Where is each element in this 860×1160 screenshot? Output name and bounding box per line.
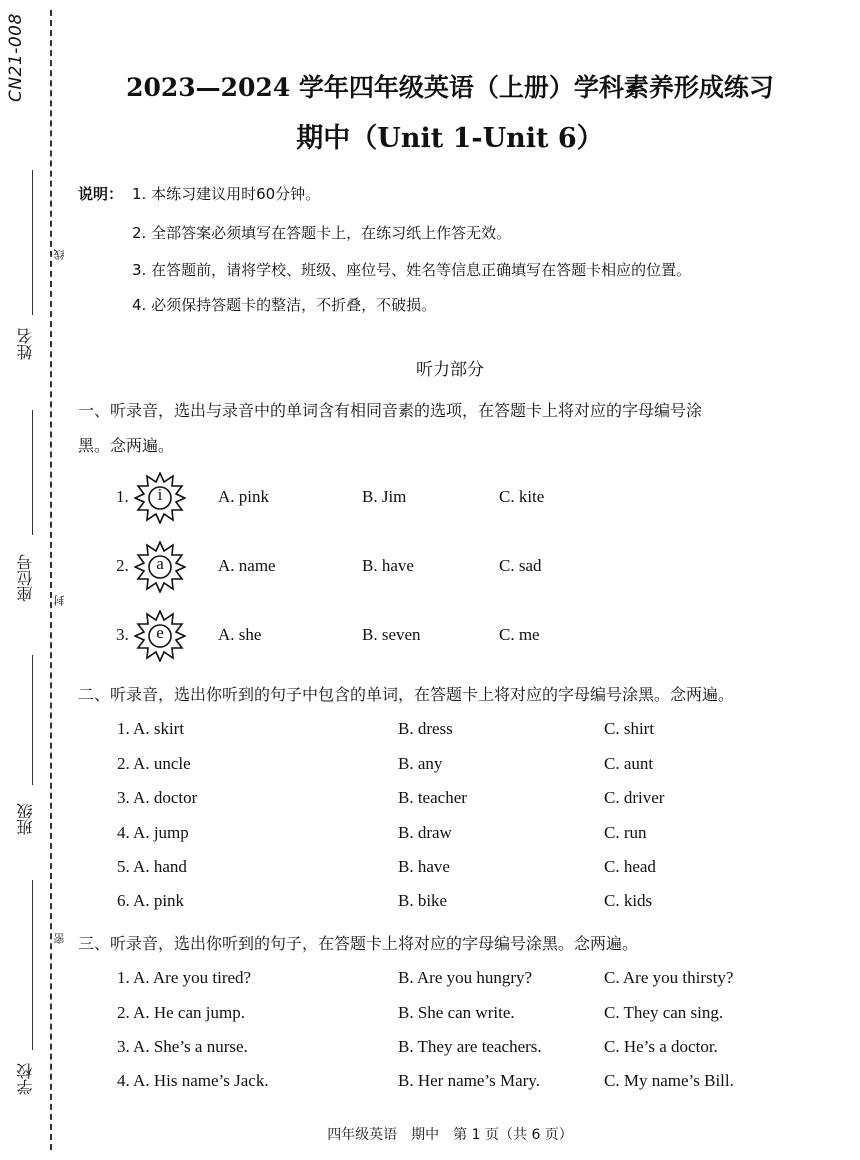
option-b: B. They are teachers. <box>398 1037 542 1056</box>
option-a: 4. A. His name’s Jack. <box>117 1071 269 1090</box>
option-b: B. have <box>398 857 450 876</box>
option-a: A. pink <box>218 487 269 506</box>
name-fill-line <box>32 170 33 315</box>
school-fill-line <box>32 880 33 1050</box>
seat-label: 座位号 <box>16 554 35 602</box>
seal-mark: 封 <box>52 590 66 606</box>
option-b: B. Her name’s Mary. <box>398 1071 540 1090</box>
class-label: 班级 <box>16 803 35 835</box>
option-b: B. Are you hungry? <box>398 968 533 987</box>
part2-title: 二、听录音，选出你听到的句子中包含的单词，在答题卡上将对应的字母编号涂黑。念两遍。 <box>78 685 735 704</box>
option-b: B. dress <box>398 719 453 738</box>
instruction-item: 2. 全部答案必须填写在答题卡上，在练习纸上作答无效。 <box>132 224 512 242</box>
option-c: C. kids <box>604 891 653 910</box>
option-c: C. kite <box>499 487 545 506</box>
option-a: 3. A. She’s a nurse. <box>117 1037 248 1056</box>
option-b: B. She can write. <box>398 1003 515 1022</box>
option-a: 3. A. doctor <box>117 788 198 807</box>
instructions-label: 说明： <box>78 185 124 203</box>
instruction-item: 3. 在答题前，请将学校、班级、座位号、姓名等信息正确填写在答题卡相应的位置。 <box>132 261 692 279</box>
option-a: A. she <box>218 625 262 644</box>
option-b: B. draw <box>398 823 452 842</box>
cut-line-mark: 线 <box>52 244 66 260</box>
page-subtitle: 期中（Unit 1-Unit 6） <box>296 123 604 154</box>
question-number: 2. <box>116 556 129 575</box>
option-a: A. name <box>218 556 276 575</box>
instruction-item: 4. 必须保持答题卡的整洁，不折叠，不破损。 <box>132 296 437 314</box>
option-a: 1. A. Are you tired? <box>117 968 252 987</box>
option-c: C. Are you thirsty? <box>604 968 734 987</box>
part1-title-line1: 一、听录音，选出与录音中的单词含有相同音素的选项，在答题卡上将对应的字母编号涂 <box>78 401 703 420</box>
school-label: 学校 <box>16 1063 35 1095</box>
option-b: B. have <box>362 556 414 575</box>
section-title: 听力部分 <box>416 360 484 380</box>
option-c: C. head <box>604 857 656 876</box>
option-b: B. bike <box>398 891 448 910</box>
option-b: B. teacher <box>398 788 467 807</box>
option-c: C. They can sing. <box>604 1003 724 1022</box>
option-b: B. seven <box>362 625 421 644</box>
option-c: C. driver <box>604 788 665 807</box>
option-c: C. shirt <box>604 719 655 738</box>
option-a: 6. A. pink <box>117 891 185 910</box>
option-c: C. My name’s Bill. <box>604 1071 734 1090</box>
option-c: C. me <box>499 625 540 644</box>
question-number: 3. <box>116 625 129 644</box>
sealed-mark: 密 <box>52 928 66 944</box>
class-fill-line <box>32 655 33 785</box>
option-b: B. Jim <box>362 487 407 506</box>
paper-code: CN21-008 <box>6 13 26 102</box>
option-a: 2. A. uncle <box>117 754 191 773</box>
name-label: 姓名 <box>16 328 35 360</box>
option-a: 2. A. He can jump. <box>117 1003 245 1022</box>
phoneme-letter: a <box>156 554 164 573</box>
option-c: C. sad <box>499 556 542 575</box>
option-c: C. aunt <box>604 754 654 773</box>
seat-fill-line <box>32 410 33 535</box>
option-a: 4. A. jump <box>117 823 189 842</box>
phoneme-letter: e <box>156 623 164 642</box>
option-a: 5. A. hand <box>117 857 187 876</box>
page-title: 2023—2024 学年四年级英语（上册）学科素养形成练习 <box>126 73 774 102</box>
question-number: 1. <box>116 487 129 506</box>
part1-title-line2: 黑。念两遍。 <box>78 436 175 455</box>
page-footer: 四年级英语 期中 第 1 页（共 6 页） <box>327 1127 573 1143</box>
option-c: C. run <box>604 823 647 842</box>
option-a: 1. A. skirt <box>117 719 185 738</box>
option-c: C. He’s a doctor. <box>604 1037 718 1056</box>
part3-title: 三、听录音，选出你听到的句子，在答题卡上将对应的字母编号涂黑。念两遍。 <box>78 934 639 953</box>
binding-dashed-line <box>50 10 52 1150</box>
phoneme-letter: i <box>157 485 163 504</box>
option-b: B. any <box>398 754 443 773</box>
instruction-item: 1. 本练习建议用时60分钟。 <box>132 185 321 203</box>
